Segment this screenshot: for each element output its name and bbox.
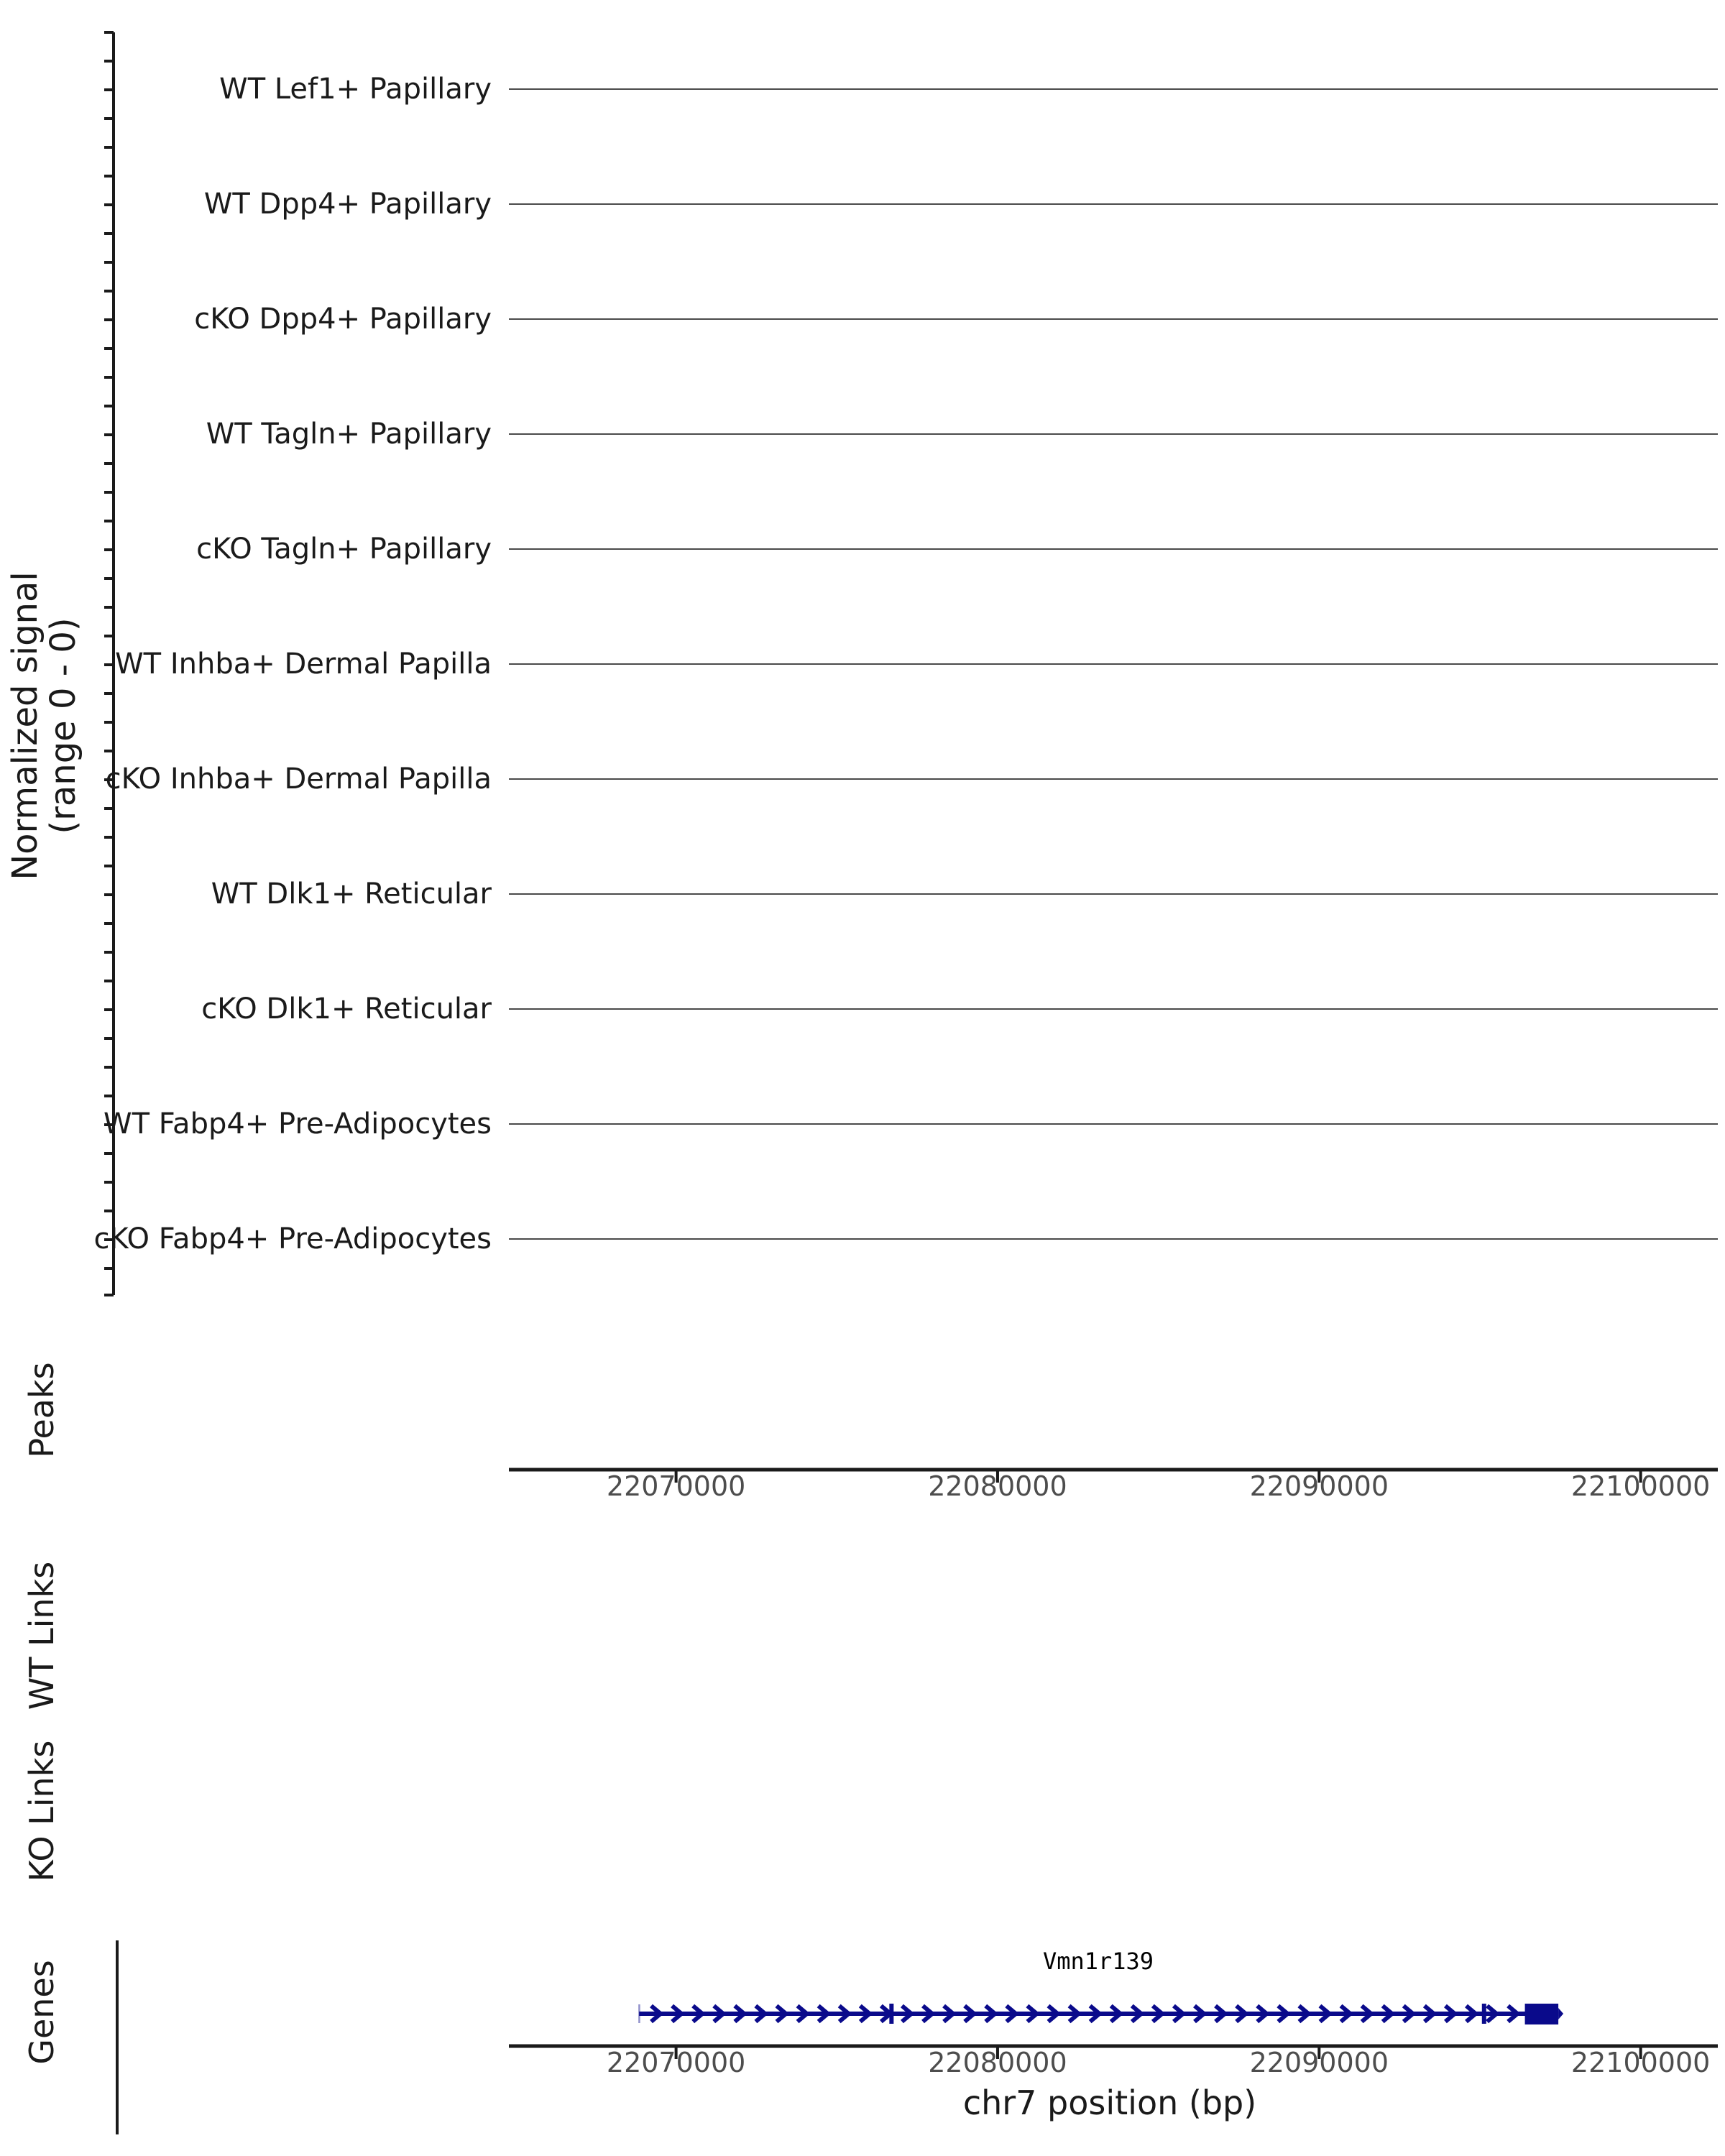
x-axis-tick-label: 22070000 (606, 2047, 746, 2078)
track-label: WT Fabp4+ Pre-Adipocytes (104, 1107, 492, 1141)
track-label: cKO Inhba+ Dermal Papilla (105, 763, 492, 796)
track-label: WT Dpp4+ Papillary (203, 188, 492, 221)
x-axis-tick-label: 22090000 (1249, 1470, 1389, 1502)
x-axis-tick-label: 22100000 (1570, 1470, 1711, 1502)
x-axis-title: chr7 position (bp) (962, 2083, 1257, 2122)
track-label: WT Inhba+ Dermal Papilla (115, 648, 492, 681)
x-axis-tick-label: 22100000 (1570, 2047, 1711, 2078)
gene-label: Vmn1r139 (1042, 1948, 1154, 1975)
track-label: WT Dlk1+ Reticular (211, 877, 492, 911)
track-label: cKO Dlk1+ Reticular (201, 992, 492, 1026)
panel-label-genes: Genes (22, 1960, 61, 2065)
y-axis-title-line1: Normalized signal (5, 571, 45, 880)
y-axis-title (6, 571, 83, 880)
track-label: WT Lef1+ Papillary (219, 73, 492, 106)
x-axis-tick-label: 22080000 (928, 1470, 1067, 1502)
exon-tick (1482, 2004, 1486, 2024)
x-axis-tick-label: 22090000 (1249, 2047, 1389, 2078)
x-axis-tick-label: 22080000 (928, 2047, 1067, 2078)
panel-label-peaks: Peaks (22, 1362, 61, 1458)
x-axis-tick-label: 22070000 (606, 1470, 746, 1502)
track-label: cKO Fabp4+ Pre-Adipocytes (93, 1222, 492, 1256)
track-label: cKO Dpp4+ Papillary (194, 303, 492, 336)
exon-tick (889, 2004, 893, 2024)
track-label: cKO Tagln+ Papillary (196, 533, 492, 566)
panel-label-ko-links: KO Links (22, 1740, 61, 1882)
y-axis-title-line2: (range 0 - 0) (43, 617, 83, 834)
gene-end-arrow (1558, 2008, 1563, 2019)
terminal-exon-box (1525, 2004, 1559, 2024)
track-label: WT Tagln+ Papillary (206, 418, 492, 451)
gene-start-tick (638, 2004, 640, 2023)
panel-label-wt-links: WT Links (22, 1561, 61, 1710)
